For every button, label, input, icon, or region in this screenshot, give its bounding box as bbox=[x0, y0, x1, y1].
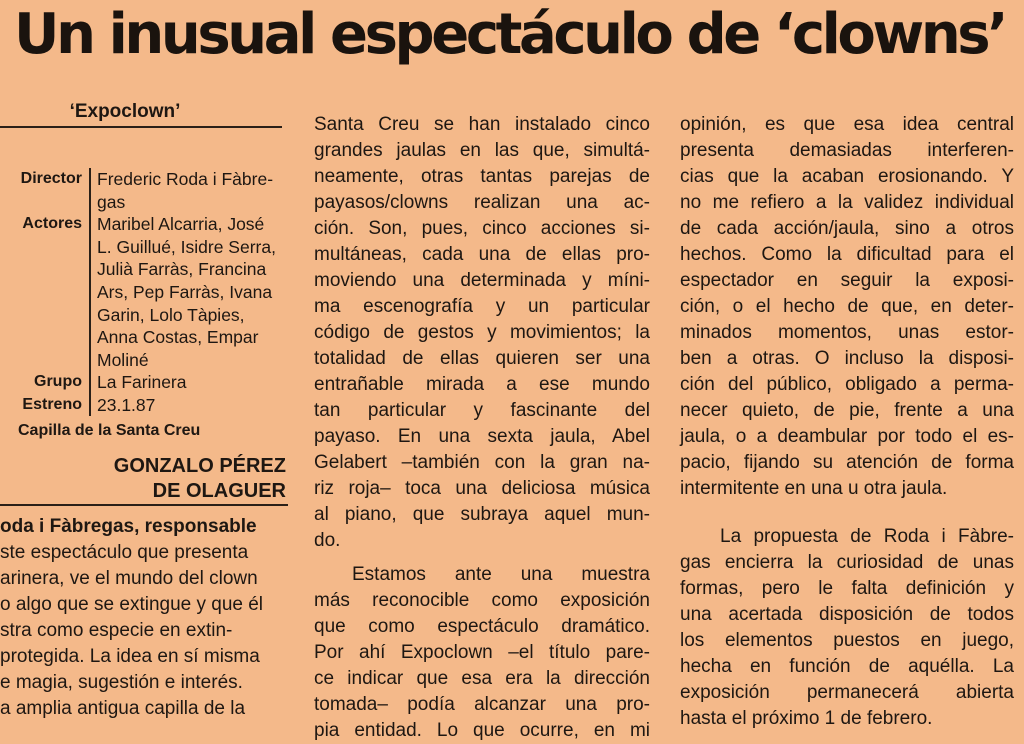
text-line: protegida. La idea en sí misma bbox=[0, 646, 260, 667]
author-byline bbox=[60, 454, 286, 504]
text-line: hasta el próximo 1 de febrero. bbox=[680, 708, 933, 729]
credit-value: 23.1.87 bbox=[97, 394, 156, 415]
text-line: stra como especie en extin- bbox=[0, 620, 233, 641]
credit-label: Grupo bbox=[34, 373, 82, 391]
text-line: oda i Fàbregas, responsable bbox=[0, 516, 257, 537]
credit-value: Anna Costas, Empar bbox=[97, 327, 259, 348]
text-line: de cada acción/jaula, sino a otros bbox=[680, 218, 1014, 239]
text-line: ma escenografía y un particular bbox=[314, 296, 650, 317]
text-line: hecha en función de aquélla. La bbox=[680, 656, 1014, 677]
text-line: formas, pero le falta definición y bbox=[680, 578, 1014, 599]
text-line: multáneas, cada una de ellas pro- bbox=[314, 244, 650, 265]
article-column-3 bbox=[680, 112, 1014, 732]
text-line: ción. Son, pues, cinco acciones si- bbox=[314, 218, 650, 239]
text-line: do. bbox=[314, 530, 341, 551]
text-line: una acertada disposición de todos bbox=[680, 604, 1014, 625]
text-line: al piano, que subraya aquel mun- bbox=[314, 504, 650, 525]
text-line: payaso. En una sexta jaula, Abel bbox=[314, 426, 650, 447]
text-line: jaula, o a deambular por todo el es- bbox=[680, 426, 1014, 447]
credit-label: Actores bbox=[22, 215, 82, 233]
text-line: exposición permanecerá abierta bbox=[680, 682, 1014, 703]
text-line: hechos. Como la dificultad para el bbox=[680, 244, 1014, 265]
text-line: más reconocible como exposición bbox=[314, 590, 650, 611]
text-line: gas encierra la curiosidad de unas bbox=[680, 552, 1014, 573]
credit-row-actores bbox=[0, 213, 292, 371]
text-line: Gelabert –también con la gran na- bbox=[314, 452, 650, 473]
text-line: ce indicar que esa era la dirección bbox=[314, 668, 650, 689]
text-line: o algo que se extingue y que él bbox=[0, 594, 264, 615]
credit-value: Maribel Alcarria, José bbox=[97, 214, 265, 235]
divider bbox=[0, 126, 282, 128]
text-line: riz roja– toca una deliciosa música bbox=[314, 478, 650, 499]
text-line: La propuesta de Roda i Fàbre- bbox=[720, 526, 1014, 547]
text-line: código de gestos y movimientos; la bbox=[314, 322, 650, 343]
headline: Un inusual espectáculo de ‘clowns’ bbox=[14, 2, 1006, 67]
text-line: que como espectáculo dramático. bbox=[314, 616, 650, 637]
text-line: neamente, otras tantas parejas de bbox=[314, 166, 650, 187]
text-line: grandes jaulas en las que, simultá- bbox=[314, 140, 650, 161]
show-name: ‘Expoclown’ bbox=[69, 101, 181, 122]
text-line: presenta demasiadas interferen- bbox=[680, 140, 1014, 161]
text-line: payasos/clowns realizan una ac- bbox=[314, 192, 650, 213]
text-line: ción, o el hecho de que, en deter- bbox=[680, 296, 1014, 317]
text-line: ben a otras. O incluso la disposi- bbox=[680, 348, 1014, 369]
credit-value: Moliné bbox=[97, 349, 149, 370]
text-line: tomada– podía alcanzar una pro- bbox=[314, 694, 650, 715]
credit-row-estreno bbox=[0, 394, 292, 417]
text-line: Por ahí Expoclown –el título pare- bbox=[314, 642, 650, 663]
credit-row-grupo bbox=[0, 371, 292, 394]
credit-value: L. Guillué, Isidre Serra, bbox=[97, 236, 276, 257]
venue: Capilla de la Santa Creu bbox=[18, 422, 201, 439]
text-line: moviendo una determinada y míni- bbox=[314, 270, 650, 291]
text-line: e magia, sugestión e interés. bbox=[0, 672, 243, 693]
text-line: pia entidad. Lo que ocurre, en mi bbox=[314, 720, 650, 741]
text-line: Estamos ante una muestra bbox=[352, 564, 650, 585]
text-line: a amplia antigua capilla de la bbox=[0, 698, 246, 719]
text-line: minados momentos, unas estor- bbox=[680, 322, 1014, 343]
text-line: los elementos puestos en juego, bbox=[680, 630, 1014, 651]
text-line: espectador en seguir la exposi- bbox=[680, 270, 1014, 291]
text-line: ste espectáculo que presenta bbox=[0, 542, 249, 563]
author-line: GONZALO PÉREZ bbox=[113, 455, 286, 477]
text-line: pacio, fijando su atención de forma bbox=[680, 452, 1014, 473]
article-column-1 bbox=[0, 514, 300, 722]
article-column-2 bbox=[314, 112, 650, 744]
text-line: Santa Creu se han instalado cinco bbox=[314, 114, 650, 135]
credit-value: Garin, Lolo Tàpies, bbox=[97, 304, 245, 325]
text-line: opinión, es que esa idea central bbox=[680, 114, 1014, 135]
text-line: arinera, ve el mundo del clown bbox=[0, 568, 258, 589]
text-line: totalidad de ellas quieren ser una bbox=[314, 348, 650, 369]
credit-value: gas bbox=[97, 191, 126, 212]
credit-row-director bbox=[0, 168, 292, 213]
credit-label: Estreno bbox=[22, 395, 82, 413]
divider bbox=[0, 504, 288, 506]
text-line: tan particular y fascinante del bbox=[314, 400, 650, 421]
text-line: no me refiero a la validez individual bbox=[680, 192, 1014, 213]
text-line: intermitente en una u otra jaula. bbox=[680, 478, 948, 499]
text-line: necer quieto, de pie, frente a una bbox=[680, 400, 1014, 421]
text-line: cias que la acaban erosionando. Y bbox=[680, 166, 1014, 187]
credit-label: Director bbox=[20, 170, 82, 187]
credits-table bbox=[0, 168, 292, 417]
text-line: ción del público, obligado a perma- bbox=[680, 374, 1014, 395]
credit-value: Ars, Pep Farràs, Ivana bbox=[97, 281, 273, 302]
credit-value: La Farinera bbox=[97, 372, 187, 393]
credit-value: Julià Farràs, Francina bbox=[97, 259, 267, 280]
author-line: DE OLAGUER bbox=[152, 480, 286, 502]
credit-value: Frederic Roda i Fàbre- bbox=[97, 169, 274, 189]
text-line: entrañable mirada a ese mundo bbox=[314, 374, 650, 395]
